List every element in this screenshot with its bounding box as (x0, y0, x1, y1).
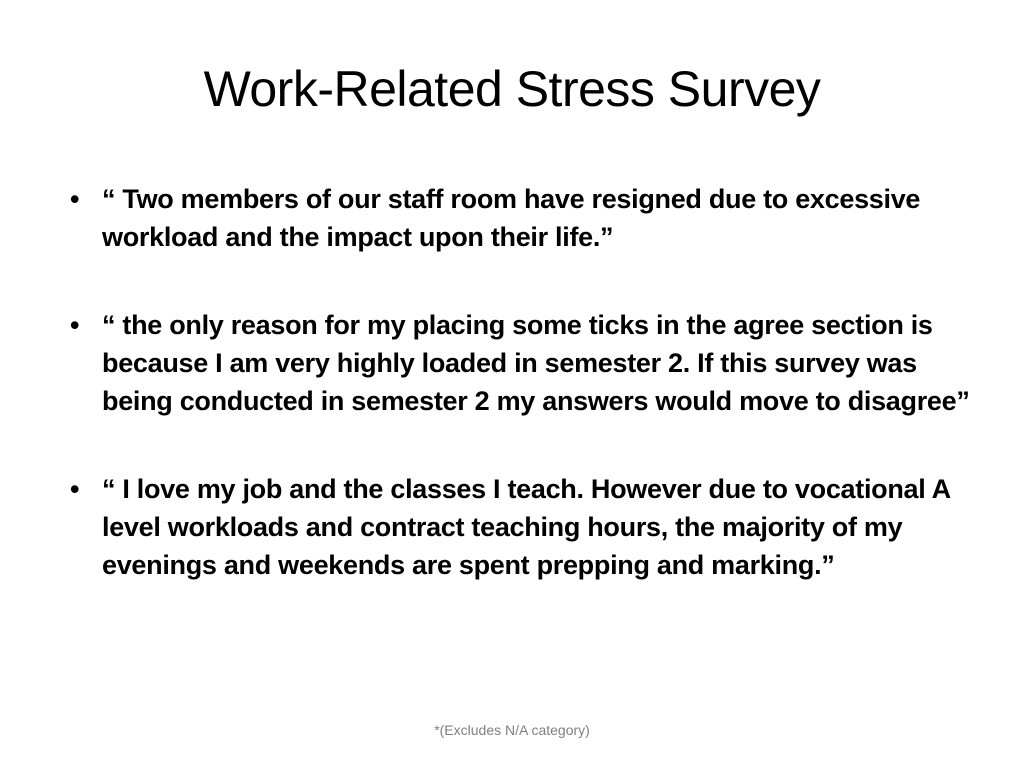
bullet-item (60, 306, 970, 420)
bullet-list (60, 180, 970, 634)
bullet-marker: • (70, 310, 80, 340)
bullet-text: “ Two members of our staff room have resigned due to excessive workload and the impact upon their life.” (102, 184, 921, 252)
bullet-item (60, 180, 970, 256)
bullet-text: “ the only reason for my placing some ticks in the agree section is because I am very highly loaded in semester 2. If this survey was being conducted in semester 2 my answers would move to disagree” (102, 310, 970, 416)
bullet-marker: • (70, 474, 80, 504)
bullet-text: “ I love my job and the classes I teach. However due to vocational A level workloads and contract teaching hours, the majority of my evenings and weekends are spent prepping and marking.” (102, 474, 950, 580)
bullet-marker: • (70, 184, 80, 214)
bullet-item (60, 470, 970, 584)
footnote: *(Excludes N/A category) (434, 722, 590, 738)
slide-title: Work-Related Stress Survey (203, 61, 821, 117)
